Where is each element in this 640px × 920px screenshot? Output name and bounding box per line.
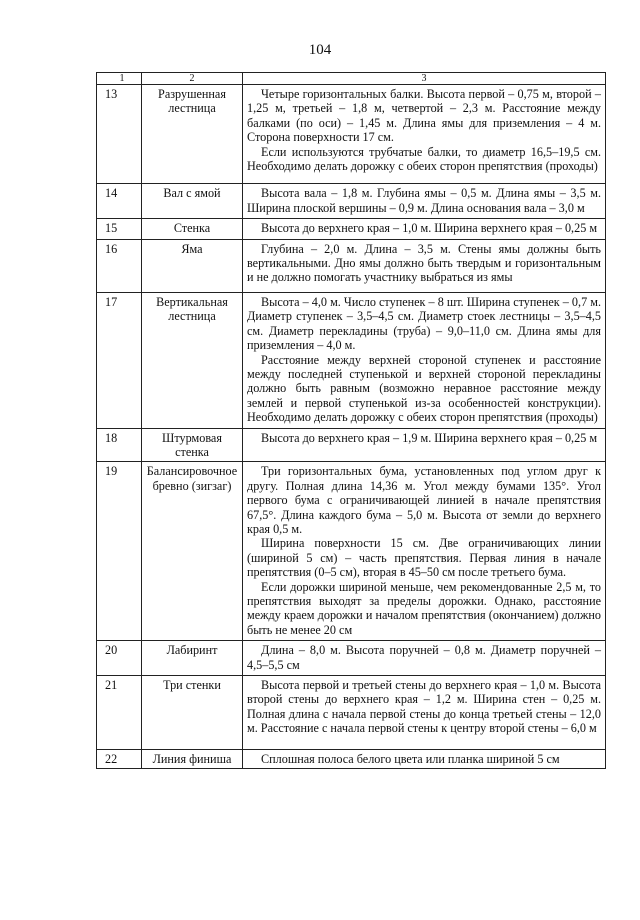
row-number: 17 [97,292,142,428]
obstacle-description [243,219,606,239]
description-paragraph: Сплошная полоса белого цвета или планка шириной 5 см [261,751,560,766]
obstacle-description [243,292,606,428]
obstacles-table [96,72,606,769]
table-row [97,749,606,768]
description-paragraph: Если дорожки шириной меньше, чем рекомендованные 2,5 м, то препятствия выходят за пределы дорожки. Однако, расстояние между краем дорожки и началом препятствия (окончанием) должно быть не менее 20 см [247,579,601,637]
obstacle-name: Стенка [142,219,243,239]
description-paragraph: Длина – 8,0 м. Высота поручней – 0,8 м. Диаметр поручней – 4,5–5,5 см [247,643,601,672]
description-paragraph: Ширина поверхности 15 см. Две ограничивающих линии (шириной 5 см) – часть препятствия. Первая линия в начале препятствия (0–5 см), вторая в 45–50 см после третьего бума. [247,536,601,580]
obstacle-name: Вертикальная лестница [142,292,243,428]
table-row [97,641,606,676]
column-number-3: 3 [243,73,606,85]
obstacle-name: Яма [142,239,243,292]
obstacle-description [243,641,606,676]
page-number: 104 [308,42,332,58]
obstacle-description [243,428,606,462]
table-body [97,73,606,769]
description-paragraph: Высота до верхнего края – 1,0 м. Ширина верхнего края – 0,25 м [261,221,598,236]
table-row [97,219,606,239]
row-number: 20 [97,641,142,676]
obstacle-name: Вал с ямой [142,184,243,219]
table-row [97,184,606,219]
row-number: 21 [97,676,142,750]
row-number: 19 [97,462,142,641]
obstacle-description [243,239,606,292]
obstacle-description [243,184,606,219]
column-number-2: 2 [142,73,243,85]
description-paragraph: Три горизонтальных бума, установленных под углом друг к другу. Полная длина 14,36 м. Угол между бумами 135°. Угол первого бума с ограничивающей линией в начале препятствия 67,5°. Длина каждого бума – 5,0 м. Высота от земли до верхнего края 0,5 м. [247,464,601,536]
description-paragraph: Четыре горизонтальных балки. Высота первой – 0,75 м, второй – 1,25 м, третьей – 1,8 м, четвертой – 2,3 м. Расстояние между балками (по оси) – 1,45 м. Длина ямы для приземления – 4 м. Сторона поверхности 17 см. [247,87,601,145]
obstacle-name: Штурмовая стенка [142,428,243,462]
obstacle-name: Разрушенная лестница [142,85,243,184]
obstacle-description [243,462,606,641]
description-paragraph: Глубина – 2,0 м. Длина – 3,5 м. Стены ямы должны быть вертикальными. Дно ямы должно быть твердым и горизонтальным и не должно помогать участнику выбраться из ямы [247,241,601,285]
description-paragraph: Высота до верхнего края – 1,9 м. Ширина верхнего края – 0,25 м [261,430,598,445]
column-number-1: 1 [97,73,142,85]
obstacle-name: Балансировочное бревно (зигзаг) [142,462,243,641]
description-paragraph: Расстояние между верхней стороной ступенек и расстояние между последней ступенькой и верхней стороной перекладины должно быть равным (возможно неравное расстояние между землей и первой ступенькой из-за особенностей конструкции). Необходимо делать дорожку с обеих сторон препятствия (проходы) [247,352,601,425]
obstacle-name: Три стенки [142,676,243,750]
description-paragraph: Высота вала – 1,8 м. Глубина ямы – 0,5 м. Длина ямы – 3,5 м. Ширина плоской вершины – 0,9 м. Длина основания вала – 3,0 м [247,186,601,215]
obstacle-description [243,749,606,768]
row-number: 16 [97,239,142,292]
table-row [97,292,606,428]
obstacle-name: Линия финиша [142,749,243,768]
table-row [97,462,606,641]
obstacle-name: Лабиринт [142,641,243,676]
row-number: 22 [97,749,142,768]
description-paragraph: Высота первой и третьей стены до верхнего края – 1,0 м. Высота второй стены до верхнего края – 1,2 м. Ширина стен – 0,25 м. Полная длина с начала первой стены до конца третьей стены – 12,0 м. Расстояние с начала первой стены к центру второй стены – 6,0 м [247,678,601,736]
row-number: 14 [97,184,142,219]
obstacle-description [243,676,606,750]
description-paragraph: Высота – 4,0 м. Число ступенек – 8 шт. Ширина ступенек – 0,7 м. Диаметр ступенек – 3,5–4,5 см. Диаметр стоек лестницы – 3,5–4,5 см. Диаметр перекладины (труба) – 9,0–11,0 см. Длина ямы для приземления – 4,0 м. [247,294,601,353]
obstacle-description [243,85,606,184]
column-number-row [97,73,606,85]
row-number: 18 [97,428,142,462]
row-number: 15 [97,219,142,239]
description-paragraph: Если используются трубчатые балки, то диаметр 16,5–19,5 см. Необходимо делать дорожку с обеих сторон препятствия (проходы) [247,144,601,174]
table-row [97,239,606,292]
row-number: 13 [97,85,142,184]
table-row [97,428,606,462]
table-row [97,85,606,184]
table-row [97,676,606,750]
